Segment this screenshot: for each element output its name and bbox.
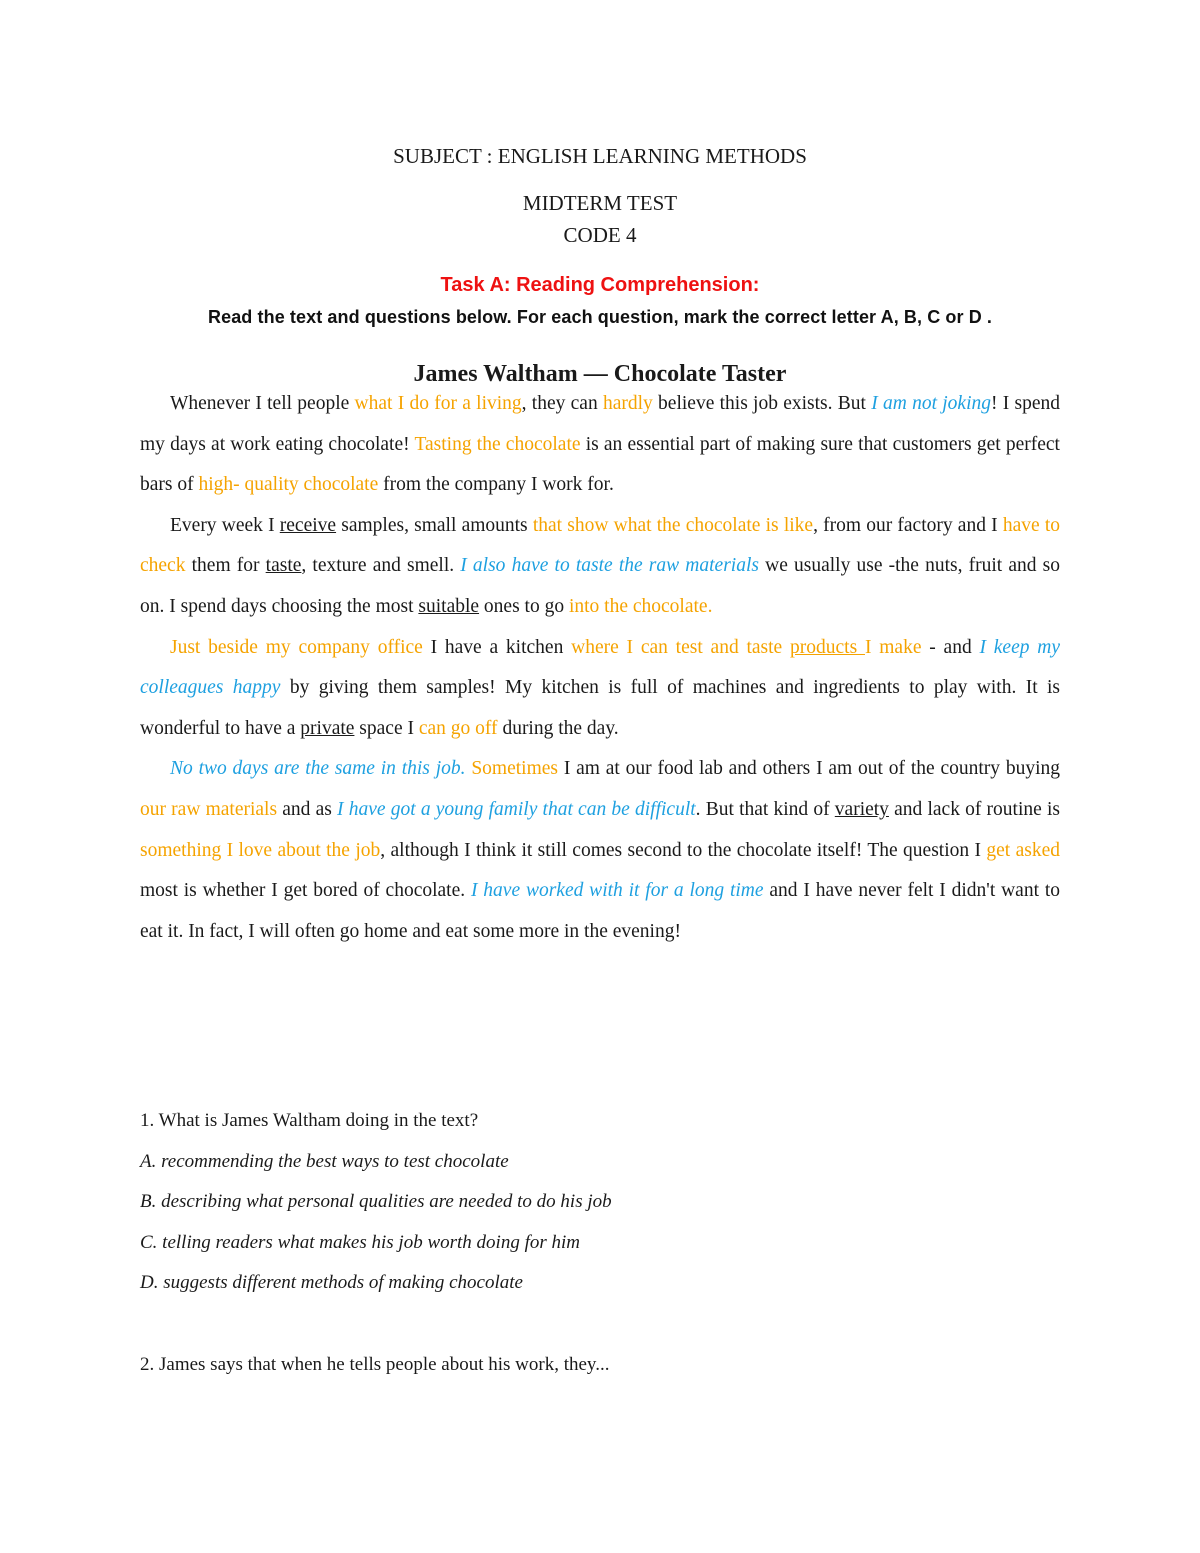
highlight-yellow: that show what the chocolate is like	[532, 514, 814, 536]
text-run: Whenever I tell people	[170, 393, 355, 414]
text-run: , texture and smell.	[301, 555, 461, 577]
text-run: , they can	[521, 393, 603, 414]
highlight-yellow: what I do for a living	[354, 393, 522, 414]
underlined-word: receive	[279, 514, 337, 536]
text-run: them for	[185, 555, 266, 577]
highlight-yellow: something I love about the job	[140, 839, 381, 861]
text-run: , from our factory and I	[813, 514, 1003, 536]
highlight-yellow: Tasting the chocolate	[414, 433, 581, 455]
test-heading: MIDTERM TEST	[522, 191, 678, 215]
code-heading: CODE 4	[563, 223, 637, 247]
highlight-yellow: get asked	[986, 839, 1060, 861]
question-1-option-c[interactable]: C. telling readers what makes his job worth doing for him	[140, 1232, 580, 1253]
highlight-yellow: high- quality chocolate	[198, 474, 379, 496]
highlight-yellow: can go off	[418, 717, 498, 739]
task-title: Task A: Reading Comprehension:	[440, 274, 760, 296]
text-run: I am at our food lab and others I am out of the country buying	[558, 758, 1061, 780]
paragraph-4	[140, 749, 1060, 952]
question-1: 1. What is James Waltham doing in the text?	[140, 1110, 479, 1131]
question-2: 2. James says that when he tells people about his work, they...	[140, 1354, 610, 1375]
text-run: I have a kitchen	[422, 636, 572, 658]
highlight-blue: I have got a young family that can be difficult	[337, 798, 696, 820]
highlight-yellow: Just beside my company office	[170, 636, 423, 658]
highlight-yellow: where I can test and taste	[571, 636, 791, 658]
underlined-word: suitable	[418, 595, 480, 617]
text-run: is an essential part of making sure that customers get perfect bars of	[140, 433, 1060, 496]
text-run: - and	[921, 636, 980, 658]
text-run: and I have never felt I didn't want to eat it. In fact, I will often go home and eat some more in the evening!	[140, 880, 1060, 942]
text-run: , although I think it still comes second to the chocolate itself! The question I	[380, 839, 987, 861]
paragraph-3	[140, 628, 1060, 750]
paragraph-1	[140, 384, 1060, 506]
paragraph-2	[140, 506, 1060, 628]
highlight-blue: I have worked with it for a long time	[470, 880, 764, 902]
text-run: from the company I work for.	[378, 474, 614, 496]
text-run: and lack of routine is	[888, 798, 1060, 820]
text-run: samples, small amounts	[336, 514, 533, 536]
text-run: Every week I	[170, 514, 280, 536]
highlight-blue: No two days are the same in this job.	[170, 758, 466, 780]
question-1-option-a[interactable]: A. recommending the best ways to test chocolate	[140, 1151, 509, 1172]
underlined-word: taste	[265, 555, 302, 577]
text-run: . But that kind of	[695, 798, 835, 820]
highlight-yellow: Sometimes	[471, 758, 558, 780]
highlight-blue: I also have to taste the raw materials	[460, 555, 759, 577]
highlight-yellow: our raw materials	[140, 798, 278, 820]
underlined-word: variety	[834, 798, 889, 820]
text-run: during the day.	[497, 717, 619, 739]
text-run: space I	[354, 717, 419, 739]
highlight-yellow: I make	[864, 636, 922, 658]
underlined-word: private	[300, 717, 355, 739]
text-run: we usually use -the nuts, fruit and so on. I spend days choosing the most	[140, 555, 1060, 617]
text-run: most is whether I get bored of chocolate.	[140, 880, 471, 902]
highlight-blue: I keep my colleagues happy	[140, 636, 1061, 699]
text-run: ! I spend my days at work eating chocolate!	[140, 393, 1061, 455]
text-run: by giving them samples! My kitchen is full of machines and ingredients to play with. It is wonderful to have a	[140, 677, 1060, 739]
article-body	[140, 384, 1060, 952]
subject-heading: SUBJECT : ENGLISH LEARNING METHODS	[393, 144, 807, 168]
highlight-blue: I am not joking	[871, 393, 991, 414]
highlight-yellow-underlined: products	[790, 636, 865, 658]
highlight-yellow: have to check	[140, 514, 1060, 577]
text-run: ones to go	[479, 595, 569, 617]
task-instruction: Read the text and questions below. For each question, mark the correct letter A, B, C or D .	[207, 307, 993, 327]
article-title: James Waltham — Chocolate Taster	[413, 361, 787, 387]
text-run: and as	[277, 798, 338, 820]
text-run: believe this job exists. But	[652, 393, 872, 414]
highlight-yellow: into the chocolate.	[568, 595, 713, 617]
question-1-option-d[interactable]: D. suggests different methods of making chocolate	[140, 1272, 523, 1293]
highlight-yellow: hardly	[602, 393, 653, 414]
question-1-option-b[interactable]: B. describing what personal qualities are needed to do his job	[140, 1191, 612, 1212]
